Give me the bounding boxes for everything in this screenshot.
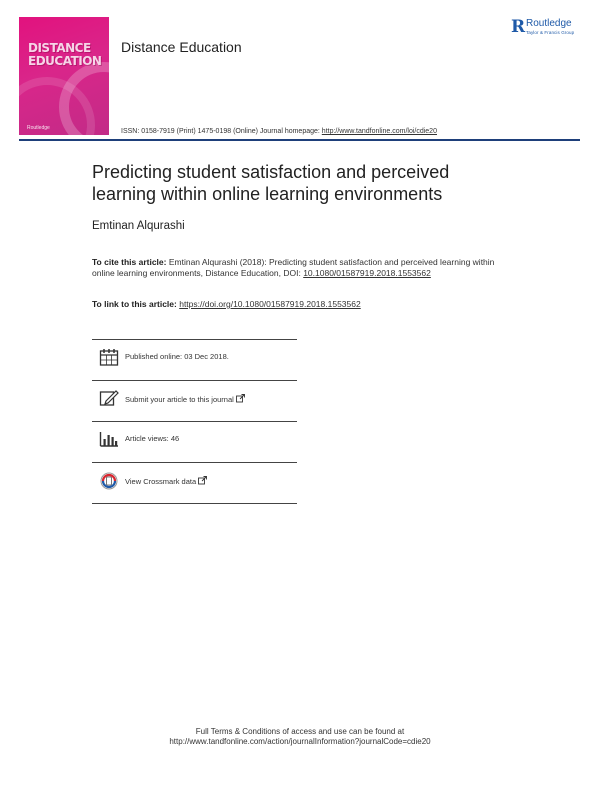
article-views-row [92,434,297,474]
info-divider [92,503,297,504]
publisher-logo-name: Routledge [526,18,572,29]
external-link-icon [198,476,207,485]
article-title: Predicting student satisfaction and perceived learning within online learning environments [92,162,450,204]
calendar-icon [99,348,119,366]
header-divider [19,139,580,141]
submit-article-row[interactable] [92,394,297,434]
info-divider [92,339,297,340]
journal-cover-image[interactable] [19,17,109,135]
publisher-logo-tagline: Taylor & Francis Group [526,30,575,35]
article-author: Emtinan Alqurashi [92,220,185,232]
article-doi-link[interactable]: https://doi.org/10.1080/01587919.2018.1553562 [179,299,361,309]
journal-homepage-link[interactable]: http://www.tandfonline.com/loi/cdie20 [321,128,437,135]
cover-decoration [59,62,109,135]
published-online-row [92,352,297,392]
terms-footer-link[interactable]: http://www.tandfonline.com/action/journalInformation?journalCode=cdie20 [169,737,431,746]
citation-label: To cite this article: [92,257,167,267]
info-divider [92,380,297,381]
terms-footer [0,727,600,747]
issn-line [121,128,437,135]
article-link-label: To link to this article: [92,299,180,309]
edit-icon [99,390,119,408]
info-divider [92,462,297,463]
crossmark-link[interactable]: View Crossmark data [125,477,199,486]
bar-chart-icon [99,430,119,448]
routledge-logo-icon: R [511,17,526,37]
cover-title-line1: DISTANCE [28,41,91,55]
article-views-text: Article views: 46 [125,434,180,443]
crossmark-row[interactable] [92,476,297,516]
journal-name: Distance Education [121,39,242,55]
terms-footer-line1: Full Terms & Conditions of access and use can be found at [195,727,405,736]
submit-article-link[interactable]: Submit your article to this journal [125,395,236,404]
article-link-line [92,299,361,309]
publisher-logo[interactable] [511,17,591,41]
issn-text: ISSN: 0158-7919 (Print) 1475-0198 (Online) Journal homepage: [121,128,322,135]
crossmark-icon [99,472,119,490]
citation-block [92,257,512,279]
cover-publisher: Routledge [27,125,50,131]
citation-text: Emtinan Alqurashi (2018): Predicting student satisfaction and perceived learning within online learning environments, Distance Education, DOI: [92,257,495,278]
info-divider [92,421,297,422]
external-link-icon [236,394,245,403]
cover-title-line2: EDUCATION [28,54,102,68]
citation-doi-link[interactable]: 10.1080/01587919.2018.1553562 [303,268,431,278]
published-online-text: Published online: 03 Dec 2018. [125,352,229,361]
